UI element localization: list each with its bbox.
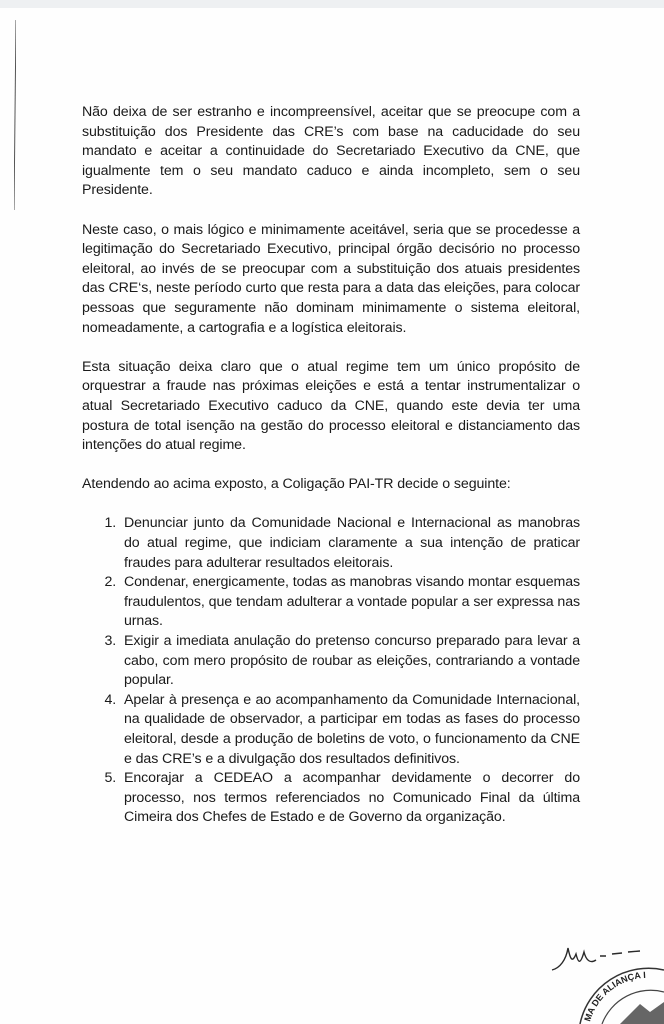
stamp-text: MA DE ALIANÇA I: [582, 969, 647, 1023]
paragraph: Atendendo ao acima exposto, a Coligação PAI-TR decide o seguinte:: [82, 476, 511, 493]
paragraph: Esta situação deixa claro que o atual regime tem um único propósito de orquestrar a fraude nas próximas eleições e está a tentar instrumentalizar o atual Secretariado Executivo caduco da CNE, quando este devia ter uma postura de total isenção na gestão do processo eleitoral e distanciamento das intenções do atual regime.: [82, 358, 580, 454]
decision-item: 3. Exigir a imediata anulação do pretenso concurso preparado para levar a cabo, com mero propósito de roubar as eleições, contrariando a vontade popular.: [120, 632, 580, 691]
signature: [552, 948, 640, 970]
decision-list: [82, 514, 580, 828]
document-body: [82, 103, 580, 828]
stamp-emblem: [620, 1002, 664, 1024]
top-bar: [0, 0, 664, 8]
signature-and-stamp: [540, 940, 664, 1024]
paragraph: Neste caso, o mais lógico e minimamente aceitável, seria que se procedesse a legitimação do Secretariado Executivo, principal órgão decisório no processo eleitoral, ao invés de se preocupar com a substituição dos atuais presidentes das CRE‘s, neste período curto que resta para a data das eleições, para colocar pessoas que seguramente não dominam minimamente o sistema eleitoral, nomeadamente, a cartografia e a logística eleitorais.: [82, 221, 580, 336]
paragraph: Não deixa de ser estranho e incompreensível, aceitar que se preocupe com a substituição dos Presidente das CRE’s com base na caducidade do seu mandato e aceitar a continuidade do Secretariado Executivo da CNE, que igualmente tem o seu mandato caduco e ainda incompleto, sem o seu Presidente.: [82, 104, 580, 199]
decision-item: 1. Denunciar junto da Comunidade Nacional e Internacional as manobras do atual regime, que indiciam claramente a sua intenção de praticar fraudes para adulterar resultados eleitorais.: [120, 514, 580, 573]
decision-item: 4. Apelar à presença e ao acompanhamento da Comunidade Internacional, na qualidade de observador, a participar em todas as fases do processo eleitoral, desde a produção de boletins de voto, o funcionamento da CNE e das CRE’s e a divulgação dos resultados definitivos.: [120, 691, 580, 769]
pen-mark: [14, 20, 16, 210]
decision-item: 5. Encorajar a CEDEAO a acompanhar devidamente o decorrer do processo, nos termos referenciados no Comunicado Final da última Cimeira dos Chefes de Estado e de Governo da organização.: [120, 769, 580, 828]
decision-item: 2. Condenar, energicamente, todas as manobras visando montar esquemas fraudulentos, que tendam adulterar a vontade popular a ser expressa nas urnas.: [120, 573, 580, 632]
